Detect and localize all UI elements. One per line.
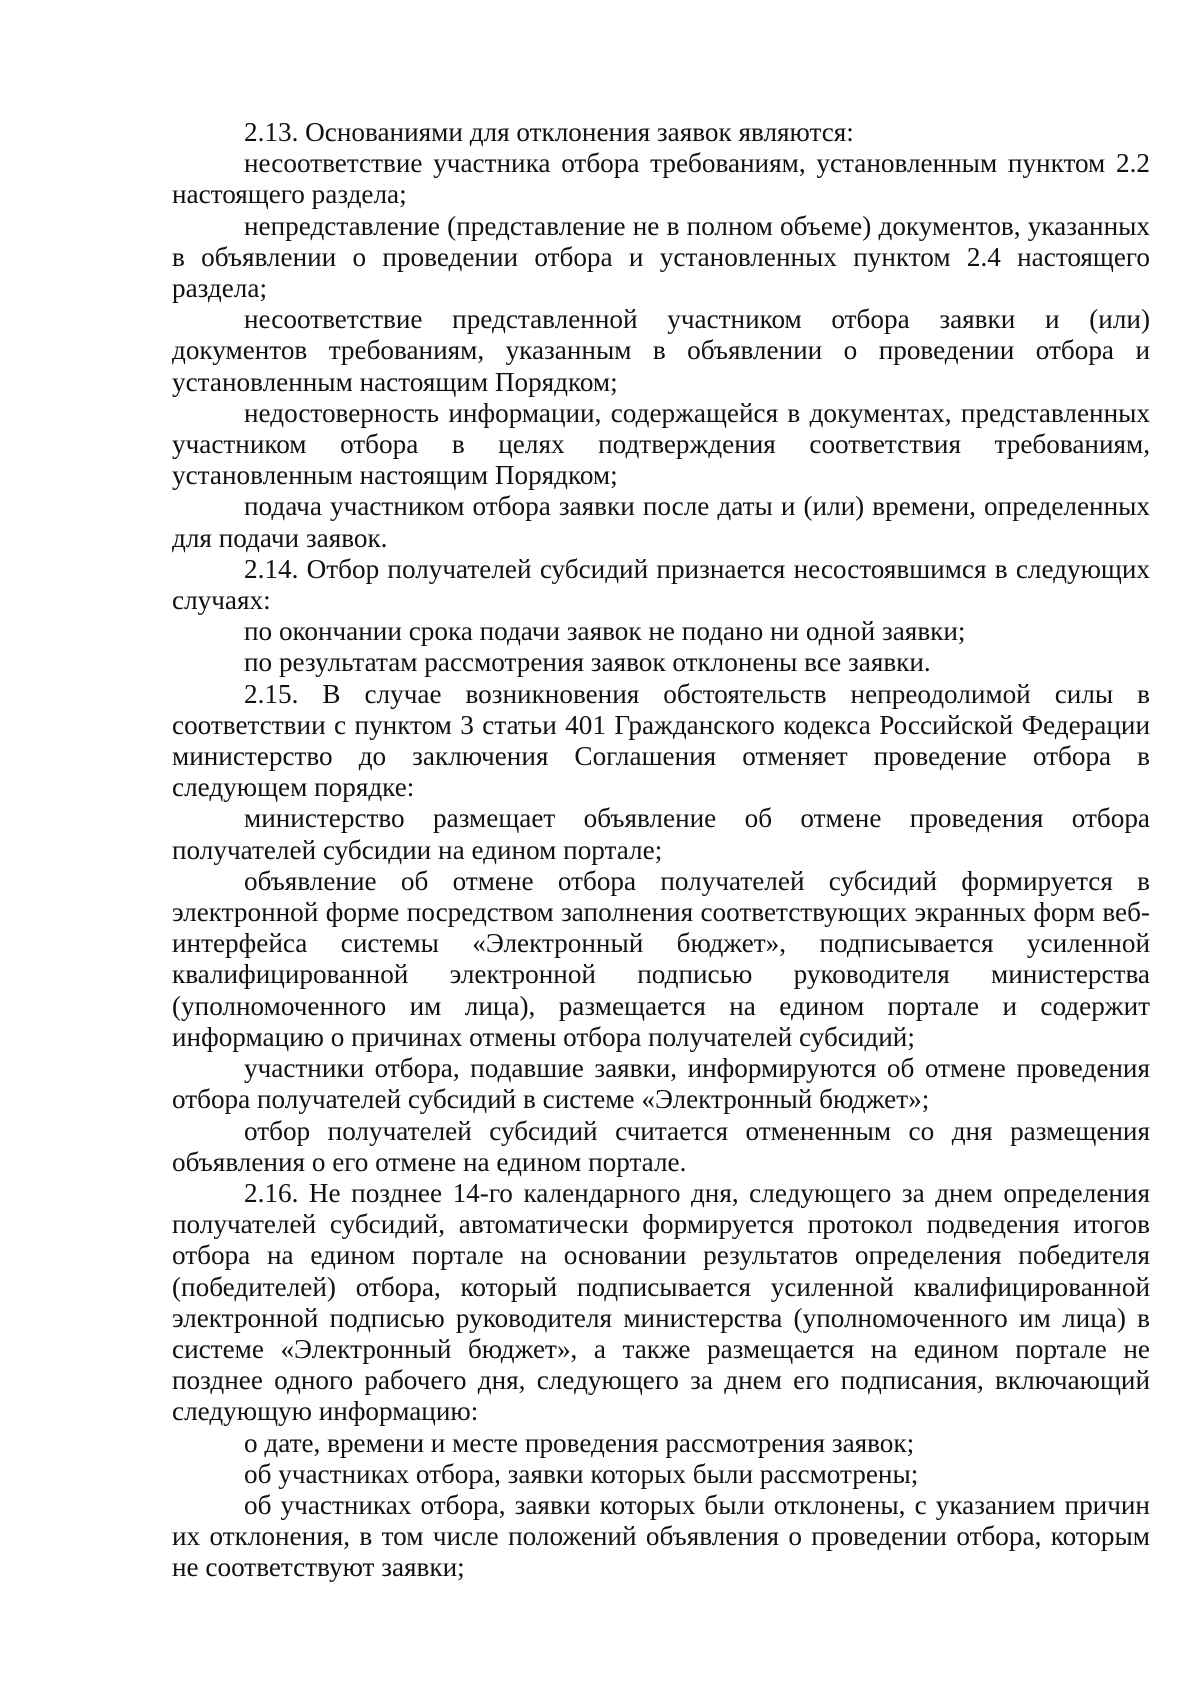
paragraph-cancel-announcement: министерство размещает объявление об отмене проведения отбора получателей субсидии на едином портале; (172, 803, 1150, 865)
paragraph-cancel-effective: отбор получателей субсидий считается отмененным со дня размещения объявления о его отмене на едином портале. (172, 1115, 1150, 1177)
paragraph-reason-inaccuracy: недостоверность информации, содержащейся в документах, представленных участником отбора в целях подтверждения соответствия требованиям, установленным настоящим Порядком; (172, 397, 1150, 491)
paragraph-protocol-rejected: об участниках отбора, заявки которых были отклонены, с указанием причин их отклонения, в том числе положений объявления о проведении отбора, которым не соответствуют заявки; (172, 1489, 1150, 1583)
paragraph-all-rejected: по результатам рассмотрения заявок отклонены все заявки. (244, 647, 931, 678)
paragraph-no-applications: по окончании срока подачи заявок не подано ни одной заявки; (244, 616, 966, 647)
paragraph-2-16: 2.16. Не позднее 14-го календарного дня, следующего за днем определения получателей субсидий, автоматически формируется протокол подведения итогов отбора на едином портале на основании результатов определения победителя (победителей) отбора, который подписывается усиленной квалифицированной электронной подписью руководителя министерства (уполномоченного им лица) в системе «Электронный бюджет», а также размещается на едином портале не позднее одного рабочего дня, следующего за днем его подписания, включающий следующую информацию: (172, 1177, 1150, 1427)
paragraph-reason-late-submission: подача участником отбора заявки после даты и (или) времени, определенных для подачи заявок. (172, 491, 1150, 553)
document-body (172, 117, 1150, 1584)
paragraph-reason-documents: непредставление (представление не в полном объеме) документов, указанных в объявлении о проведении отбора и установленных пунктом 2.4 настоящего раздела; (172, 210, 1150, 304)
paragraph-protocol-reviewed: об участниках отбора, заявки которых были рассмотрены; (244, 1458, 919, 1489)
paragraph-reason-nonconformity: несоответствие представленной участником отбора заявки и (или) документов требованиям, указанным в объявлении о проведении отбора и установленным настоящим Порядком; (172, 304, 1150, 397)
paragraph-reason-requirements: несоответствие участника отбора требованиям, установленным пунктом 2.2 настоящего раздела; (172, 148, 1150, 210)
paragraph-cancel-form: объявление об отмене отбора получателей субсидий формируется в электронной форме посредством заполнения соответствующих экранных форм веб-интерфейса системы «Электронный бюджет», подписывается усиленной квалифицированной электронной подписью руководителя министерства (уполномоченного им лица), размещается на едином портале и содержит информацию о причинах отмены отбора получателей субсидий; (172, 865, 1150, 1052)
paragraph-2-14: 2.14. Отбор получателей субсидий признается несостоявшимся в следующих случаях: (172, 553, 1150, 616)
paragraph-protocol-date: о дате, времени и месте проведения рассмотрения заявок; (244, 1427, 915, 1458)
paragraph-2-13: 2.13. Основаниями для отклонения заявок являются: (244, 117, 854, 147)
paragraph-participants-informed: участники отбора, подавшие заявки, информируются об отмене проведения отбора получателей субсидий в системе «Электронный бюджет»; (172, 1053, 1150, 1115)
paragraph-2-15: 2.15. В случае возникновения обстоятельств непреодолимой силы в соответствии с пунктом 3 статьи 401 Гражданского кодекса Российской Федерации министерство до заключения Соглашения отменяет проведение отбора в следующем порядке: (172, 678, 1150, 803)
